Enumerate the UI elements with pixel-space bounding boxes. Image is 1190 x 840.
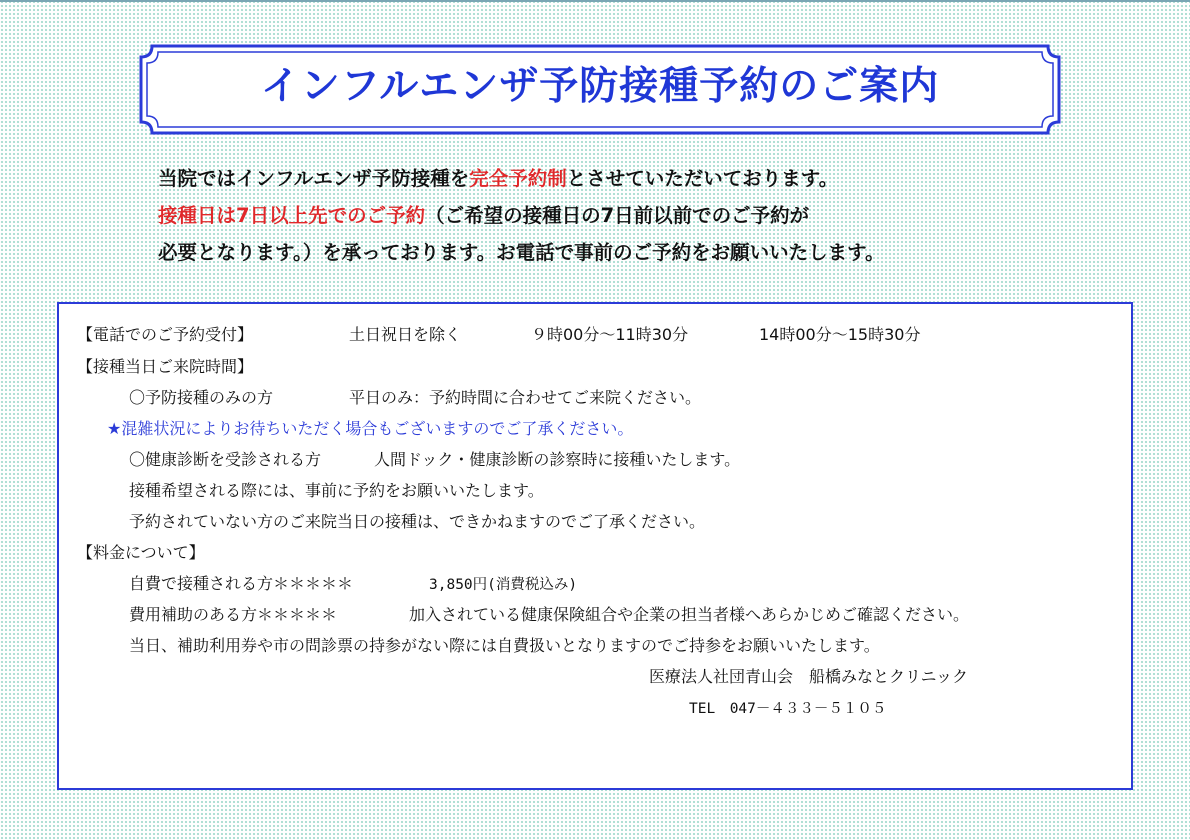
phone-time-afternoon: 14時00分～15時30分 — [759, 325, 921, 344]
subsidy-text: 加入されている健康保険組合や企業の担当者様へあらかじめご確認ください。 — [409, 605, 970, 624]
intro-text: とさせていただいております。 — [566, 167, 839, 190]
intro-line-2 — [158, 197, 1118, 234]
intro-text: 当院ではインフルエンザ予防接種を — [158, 167, 470, 190]
vaccine-only-text: 平日のみ：予約時間に合わせてご来院ください。 — [349, 388, 702, 407]
page-title: インフルエンザ予防接種予約のご案内 — [260, 64, 940, 109]
title-banner — [138, 43, 1062, 136]
checkup-line-3: 予約されていない方のご来院当日の接種は、できかねますのでご了承ください。 — [129, 512, 706, 531]
phone-days: 土日祝日を除く — [349, 325, 462, 344]
intro-paragraph — [158, 160, 1118, 271]
highlight-seven-days: 接種日は7日以上先でのご予約 — [158, 204, 426, 227]
self-pay-label: 自費で接種される方＊＊＊＊＊ — [129, 574, 354, 593]
congestion-note: ★混雑状況によりお待ちいただく場合もございますのでご了承ください。 — [107, 419, 634, 438]
info-box — [57, 302, 1133, 790]
checkup-line-2: 接種希望される際には、事前に予約をお願いいたします。 — [129, 481, 544, 500]
phone-heading: 【電話でのご予約受付】 — [77, 325, 254, 344]
subsidy-line-2: 当日、補助利用券や市の問診票の持参がない際には自費扱いとなりますのでご持参をお願いいたします。 — [129, 636, 880, 655]
checkup-text: 人間ドック・健康診断の診察時に接種いたします。 — [374, 450, 741, 469]
clinic-name: 医療法人社団青山会 船橋みなとクリニック — [649, 667, 969, 686]
intro-text: （ご希望の接種日の7日前以前でのご予約が — [425, 204, 810, 227]
self-pay-price: 3,850円(消費税込み) — [429, 577, 578, 593]
top-border-line — [0, 0, 1190, 2]
intro-line-3: 必要となります。）を承っております。お電話で事前のご予約をお願いいたします。 — [158, 241, 885, 264]
subsidy-label: 費用補助のある方＊＊＊＊＊ — [129, 605, 338, 624]
clinic-tel: TEL 047－４３３－５１０５ — [689, 701, 887, 717]
checkup-label: 〇健康診断を受診される方 — [129, 450, 322, 469]
intro-line-1 — [158, 160, 1118, 197]
highlight-full-reservation: 完全予約制 — [469, 167, 567, 190]
phone-time-morning: ９時00分～11時30分 — [531, 325, 689, 344]
vaccine-only-label: 〇予防接種のみの方 — [129, 388, 274, 407]
visit-heading: 【接種当日ご来院時間】 — [77, 357, 254, 376]
fee-heading: 【料金について】 — [77, 543, 205, 562]
